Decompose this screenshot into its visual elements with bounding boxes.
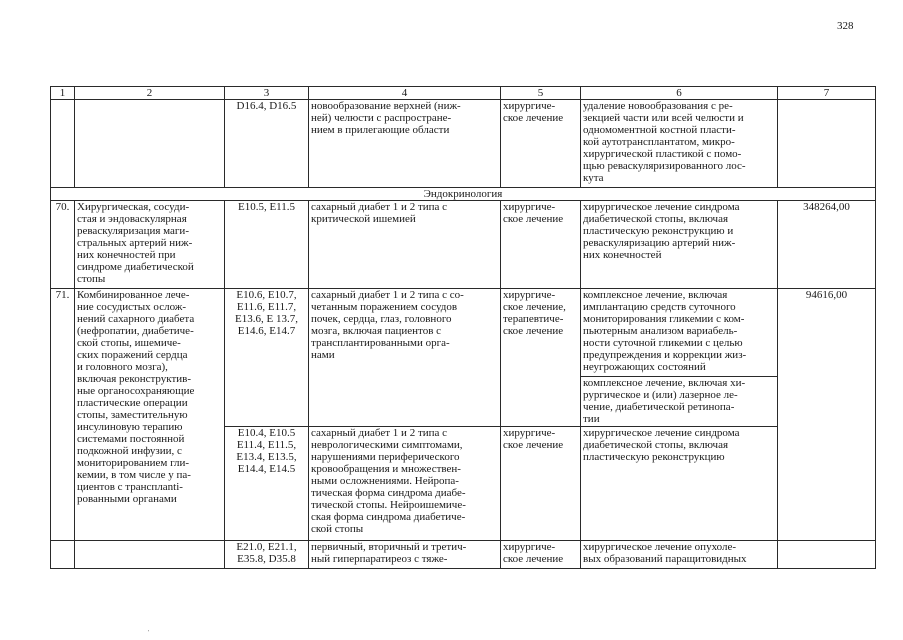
cell-method: удаление новообразования с ре- зекцией части или всей челюсти и одномоментной костной пласти- кой аутотрансплантатом, микро- хирургической пластикой с помо- щью реваскуляризированного лос- кута (581, 100, 778, 188)
col-number-4: 4 (309, 87, 501, 100)
table-row-last (51, 541, 876, 569)
cell-price (778, 100, 876, 188)
cell-name (75, 100, 225, 188)
col-number-7: 7 (778, 87, 876, 100)
cell-name: Хирургическая, сосуди- стая и эндоваскулярная реваскуляризация маги- стральных артерий ниж- них конечностей при синдроме диабетической стопы (75, 201, 225, 289)
medical-care-table (50, 86, 876, 569)
cell-type: хирургиче- ское лечение (501, 541, 581, 569)
col-number-2: 2 (75, 87, 225, 100)
cell-name: Комбинированное лече- ние сосудистых ослож- нений сахарного диабета (нефропатии, диабетиче- ской стопы, ишемиче- ских поражений сердца и головного мозга), включая реконструктив- ные органосохраняющие пластические операции стопы, заместительную инсулиновую терапию системами постоянной подкожной инфузии, с мониторированием гли- кемии, в том числе у па- циентов с трансплanti- рованными органами (75, 289, 225, 541)
cell-price: 348264,00 (778, 201, 876, 289)
cell-model: новообразование верхней (ниж- ней) челюсти с распростране- нием в прилегающие области (309, 100, 501, 188)
cell-num: 71. (51, 289, 75, 541)
cell-method: комплексное лечение, включая хи- рургическое и (или) лазерное ле- чение, диабетической ретинопа- тии (581, 377, 778, 427)
cell-price: 94616,00 (778, 289, 876, 541)
page-number: 328 (837, 20, 854, 32)
cell-type: хирургиче- ское лечение (501, 427, 581, 541)
table-row-71 (51, 289, 876, 377)
cell-type: хирургиче- ское лечение, терапевтиче- ское лечение (501, 289, 581, 427)
col-number-1: 1 (51, 87, 75, 100)
cell-codes: E10.6, E10.7, E11.6, E11.7, E13.6, E 13.7, E14.6, E14.7 (225, 289, 309, 427)
cell-method: комплексное лечение, включая имплантацию средств суточного мониторирования гликемии с ком- пьютерным анализом вариабель- ности суточной гликемии с целью предупреждения и коррекции жиз- неугрожающих состояний (581, 289, 778, 377)
section-row (51, 188, 876, 201)
cell-num (51, 541, 75, 569)
cell-model: первичный, вторичный и третич- ный гиперпаратиреоз с тяже- (309, 541, 501, 569)
cell-codes: E10.5, E11.5 (225, 201, 309, 289)
col-number-6: 6 (581, 87, 778, 100)
column-numbers-row (51, 87, 876, 100)
col-number-3: 3 (225, 87, 309, 100)
cell-type: хирургиче- ское лечение (501, 201, 581, 289)
cell-codes: D16.4, D16.5 (225, 100, 309, 188)
cell-codes: E10.4, E10.5 E11.4, E11.5, E13.4, E13.5, E14.4, E14.5 (225, 427, 309, 541)
cell-model: сахарный диабет 1 и 2 типа с критической ишемией (309, 201, 501, 289)
cell-method: хирургическое лечение синдрома диабетической стопы, включая пластическую реконструкцию (581, 427, 778, 541)
table-row-continuation (51, 100, 876, 188)
cell-name (75, 541, 225, 569)
table-row-70 (51, 201, 876, 289)
cell-type: хирургиче- ское лечение (501, 100, 581, 188)
cell-model: сахарный диабет 1 и 2 типа с неврологическими симптомами, нарушениями периферического кровообращения и множествен- ными осложнениями. Нейропа- тическая форма синдрома диабе- тической стопы. Нейроишемиче- ская форма синдрома диабетиче- ской стопы (309, 427, 501, 541)
cell-method: хирургическое лечение опухоле- вых образований паращитовидных (581, 541, 778, 569)
col-number-5: 5 (501, 87, 581, 100)
cell-codes: E21.0, E21.1, E35.8, D35.8 (225, 541, 309, 569)
cell-model: сахарный диабет 1 и 2 типа с со- четанным поражением сосудов почек, сердца, глаз, головного мозга, включая пациентов с трансплантированными орга- нами (309, 289, 501, 427)
cell-num (51, 100, 75, 188)
cell-price (778, 541, 876, 569)
stray-mark: ' (148, 630, 150, 636)
cell-method: хирургическое лечение синдрома диабетической стопы, включая пластическую реконструкцию и реваскуляризацию артерий ниж- них конечностей (581, 201, 778, 289)
section-title: Эндокринология (51, 188, 876, 201)
cell-num: 70. (51, 201, 75, 289)
